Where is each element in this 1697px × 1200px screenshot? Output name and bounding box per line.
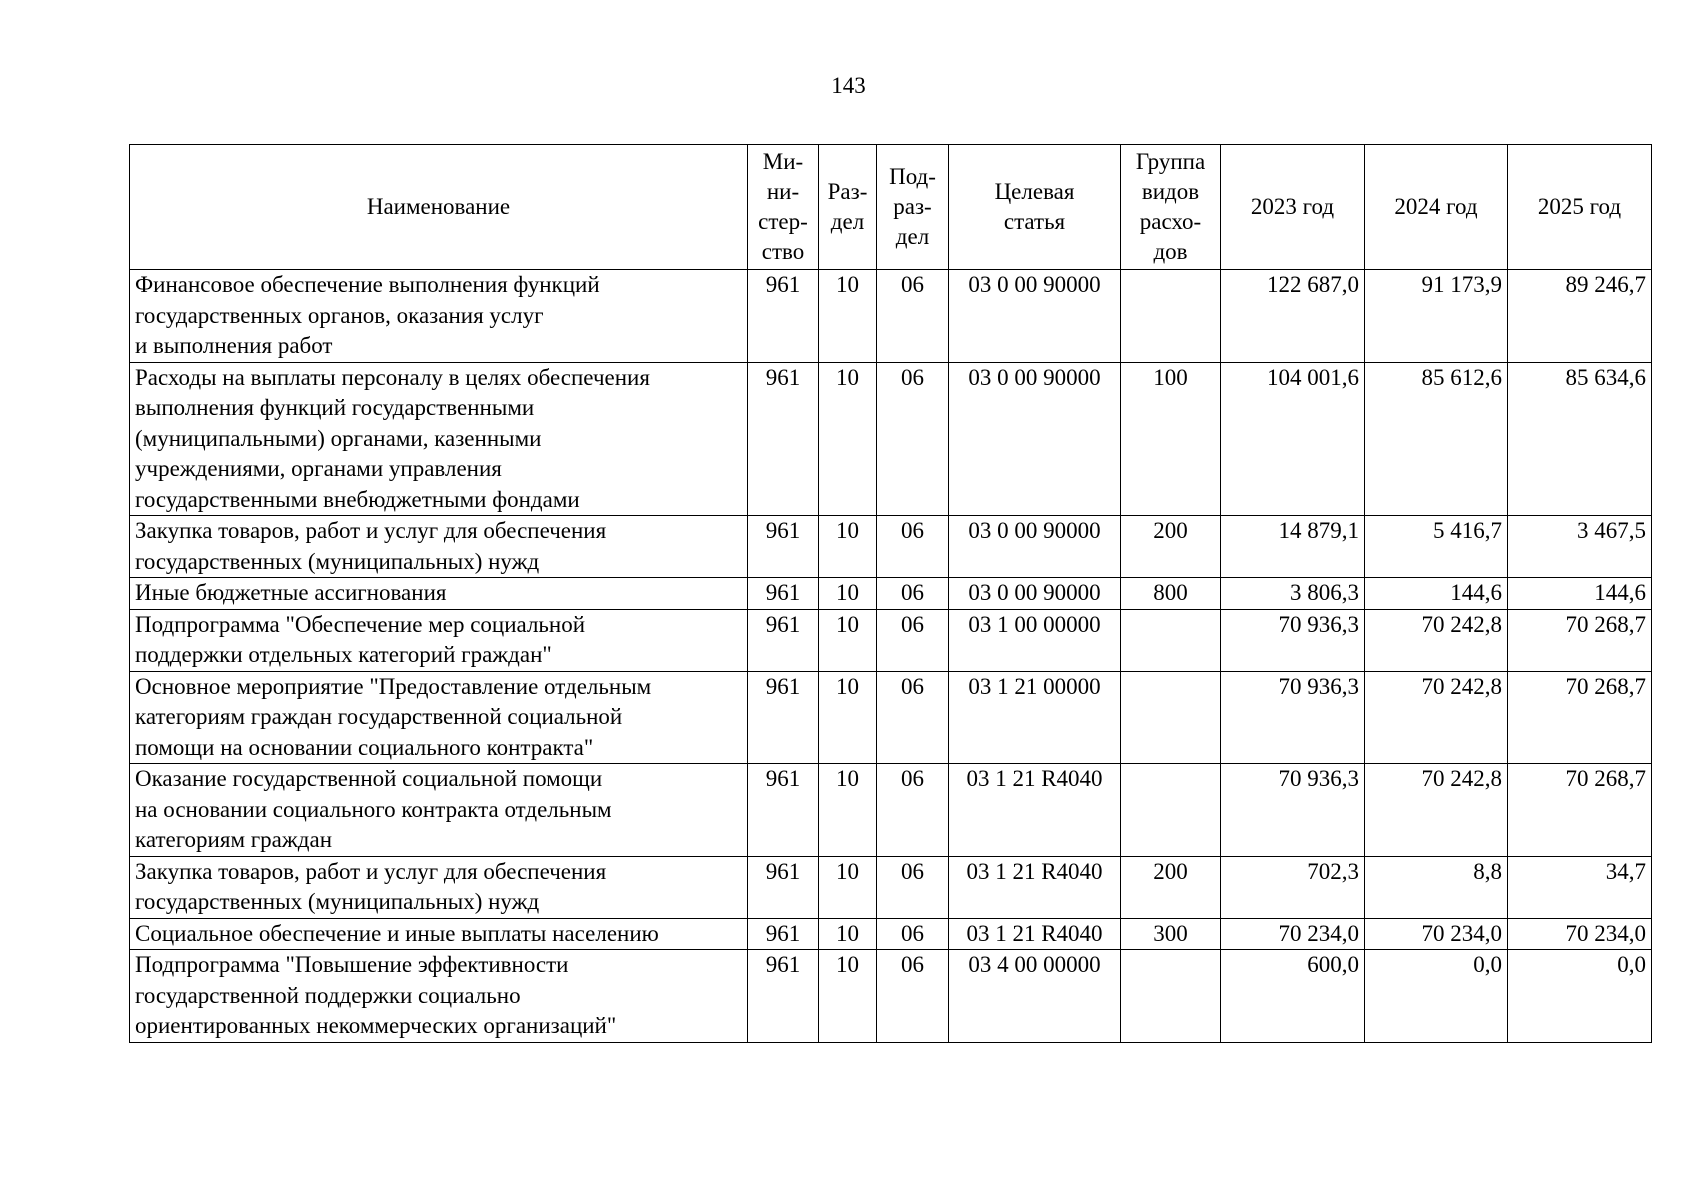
- cell-target-article: 03 0 00 90000: [949, 270, 1121, 363]
- cell-expense-group: 100: [1121, 362, 1221, 516]
- cell-ministry: 961: [748, 516, 819, 578]
- name-line: и выполнения работ: [135, 333, 333, 358]
- cell-subsection: 06: [877, 671, 949, 764]
- name-line: государственными внебюджетными фондами: [135, 486, 580, 512]
- cell-year-2023: 70 936,3: [1221, 609, 1365, 671]
- cell-subsection: 06: [877, 856, 949, 918]
- cell-year-2024: 91 173,9: [1365, 270, 1508, 363]
- cell-year-2025: 34,7: [1508, 856, 1652, 918]
- cell-target-article: 03 0 00 90000: [949, 516, 1121, 578]
- cell-name: [130, 918, 748, 950]
- cell-name: [130, 764, 748, 857]
- cell-year-2024: 70 242,8: [1365, 764, 1508, 857]
- cell-name: [130, 609, 748, 671]
- cell-name: [130, 671, 748, 764]
- cell-year-2025: 144,6: [1508, 578, 1652, 610]
- cell-ministry: 961: [748, 270, 819, 363]
- cell-expense-group: 300: [1121, 918, 1221, 950]
- table-row: [130, 270, 1652, 363]
- cell-target-article: 03 0 00 90000: [949, 578, 1121, 610]
- cell-section: 10: [819, 671, 877, 764]
- name-line: Оказание государственной социальной помощи: [135, 766, 603, 791]
- cell-year-2023: 14 879,1: [1221, 516, 1365, 578]
- cell-year-2025: 0,0: [1508, 950, 1652, 1043]
- cell-target-article: 03 0 00 90000: [949, 362, 1121, 516]
- name-line: Иные бюджетные ассигнования: [135, 580, 447, 605]
- cell-year-2025: 70 268,7: [1508, 609, 1652, 671]
- name-line: помощи на основании социального контракта": [135, 734, 594, 760]
- name-line: категориям граждан: [135, 827, 333, 852]
- cell-year-2025: 70 234,0: [1508, 918, 1652, 950]
- cell-subsection: 06: [877, 950, 949, 1043]
- name-line: (муниципальными) органами, казенными: [135, 425, 542, 451]
- cell-subsection: 06: [877, 362, 949, 516]
- cell-ministry: 961: [748, 609, 819, 671]
- name-line: на основании социального контракта отдельным: [135, 796, 612, 822]
- name-line: Расходы на выплаты персоналу в целях обеспечения: [135, 364, 650, 390]
- budget-table: [129, 144, 1652, 1043]
- cell-section: 10: [819, 609, 877, 671]
- cell-year-2023: 70 936,3: [1221, 671, 1365, 764]
- name-line: государственной поддержки социально: [135, 982, 521, 1008]
- name-line: Закупка товаров, работ и услуг для обеспечения: [135, 518, 607, 543]
- cell-year-2023: 122 687,0: [1221, 270, 1365, 363]
- name-line: поддержки отдельных категорий граждан": [135, 642, 552, 667]
- cell-target-article: 03 4 00 00000: [949, 950, 1121, 1043]
- cell-year-2023: 3 806,3: [1221, 578, 1365, 610]
- cell-section: 10: [819, 270, 877, 363]
- cell-year-2025: 85 634,6: [1508, 362, 1652, 516]
- cell-name: [130, 578, 748, 610]
- cell-name: [130, 516, 748, 578]
- cell-section: 10: [819, 950, 877, 1043]
- cell-year-2024: 70 234,0: [1365, 918, 1508, 950]
- cell-ministry: 961: [748, 764, 819, 857]
- header-year-2025: 2025 год: [1508, 145, 1652, 270]
- cell-year-2023: 70 234,0: [1221, 918, 1365, 950]
- cell-year-2024: 85 612,6: [1365, 362, 1508, 516]
- cell-expense-group: [1121, 950, 1221, 1043]
- page-number: 143: [831, 73, 866, 98]
- cell-expense-group: [1121, 270, 1221, 363]
- header-year-2023: 2023 год: [1221, 145, 1365, 270]
- header-expense-group: Группа видов расхо- дов: [1121, 145, 1221, 270]
- cell-expense-group: [1121, 764, 1221, 857]
- cell-name: [130, 856, 748, 918]
- cell-ministry: 961: [748, 918, 819, 950]
- cell-subsection: 06: [877, 764, 949, 857]
- cell-year-2024: 70 242,8: [1365, 609, 1508, 671]
- cell-target-article: 03 1 00 00000: [949, 609, 1121, 671]
- cell-ministry: 961: [748, 362, 819, 516]
- cell-section: 10: [819, 856, 877, 918]
- name-line: государственных (муниципальных) нужд: [135, 548, 540, 574]
- cell-ministry: 961: [748, 671, 819, 764]
- cell-expense-group: [1121, 671, 1221, 764]
- cell-ministry: 961: [748, 950, 819, 1043]
- table-row: [130, 856, 1652, 918]
- table-row: [130, 516, 1652, 578]
- table-header-row: [130, 145, 1652, 270]
- cell-year-2024: 8,8: [1365, 856, 1508, 918]
- cell-name: [130, 950, 748, 1043]
- cell-year-2024: 5 416,7: [1365, 516, 1508, 578]
- cell-expense-group: 200: [1121, 856, 1221, 918]
- cell-year-2025: 3 467,5: [1508, 516, 1652, 578]
- table-row: [130, 609, 1652, 671]
- name-line: Подпрограмма "Обеспечение мер социальной: [135, 611, 586, 637]
- cell-name: [130, 362, 748, 516]
- cell-year-2025: 70 268,7: [1508, 671, 1652, 764]
- table-row: [130, 671, 1652, 764]
- cell-year-2023: 702,3: [1221, 856, 1365, 918]
- cell-subsection: 06: [877, 918, 949, 950]
- cell-year-2025: 89 246,7: [1508, 270, 1652, 363]
- name-line: категориям граждан государственной социальной: [135, 704, 623, 729]
- name-line: Подпрограмма "Повышение эффективности: [135, 952, 569, 977]
- header-ministry: Ми- ни- стер- ство: [748, 145, 819, 270]
- header-year-2024: 2024 год: [1365, 145, 1508, 270]
- cell-year-2023: 70 936,3: [1221, 764, 1365, 857]
- cell-name: [130, 270, 748, 363]
- cell-target-article: 03 1 21 R4040: [949, 856, 1121, 918]
- cell-expense-group: 200: [1121, 516, 1221, 578]
- table-row: [130, 362, 1652, 516]
- name-line: Основное мероприятие "Предоставление отдельным: [135, 673, 652, 699]
- table-row: [130, 950, 1652, 1043]
- header-target-article: Целевая статья: [949, 145, 1121, 270]
- name-line: государственных (муниципальных) нужд: [135, 889, 540, 914]
- cell-expense-group: 800: [1121, 578, 1221, 610]
- cell-year-2024: 70 242,8: [1365, 671, 1508, 764]
- cell-subsection: 06: [877, 578, 949, 610]
- cell-year-2023: 104 001,6: [1221, 362, 1365, 516]
- name-line: Финансовое обеспечение выполнения функций: [135, 272, 600, 297]
- header-subsection: Под- раз- дел: [877, 145, 949, 270]
- cell-subsection: 06: [877, 516, 949, 578]
- name-line: государственных органов, оказания услуг: [135, 302, 544, 328]
- cell-section: 10: [819, 918, 877, 950]
- name-line: Закупка товаров, работ и услуг для обеспечения: [135, 858, 607, 884]
- table-row: [130, 918, 1652, 950]
- cell-section: 10: [819, 362, 877, 516]
- cell-subsection: 06: [877, 270, 949, 363]
- cell-year-2025: 70 268,7: [1508, 764, 1652, 857]
- cell-year-2024: 0,0: [1365, 950, 1508, 1043]
- cell-ministry: 961: [748, 578, 819, 610]
- name-line: учреждениями, органами управления: [135, 456, 502, 481]
- name-line: ориентированных некоммерческих организаций": [135, 1013, 617, 1038]
- header-name: Наименование: [130, 145, 748, 270]
- cell-section: 10: [819, 764, 877, 857]
- table-body: [130, 270, 1652, 1043]
- cell-section: 10: [819, 516, 877, 578]
- cell-target-article: 03 1 21 00000: [949, 671, 1121, 764]
- cell-section: 10: [819, 578, 877, 610]
- name-line: Социальное обеспечение и иные выплаты населению: [135, 920, 659, 946]
- cell-year-2024: 144,6: [1365, 578, 1508, 610]
- cell-target-article: 03 1 21 R4040: [949, 764, 1121, 857]
- table-row: [130, 764, 1652, 857]
- cell-expense-group: [1121, 609, 1221, 671]
- cell-year-2023: 600,0: [1221, 950, 1365, 1043]
- cell-target-article: 03 1 21 R4040: [949, 918, 1121, 950]
- header-section: Раз- дел: [819, 145, 877, 270]
- name-line: выполнения функций государственными: [135, 395, 535, 420]
- cell-subsection: 06: [877, 609, 949, 671]
- cell-ministry: 961: [748, 856, 819, 918]
- table-row: [130, 578, 1652, 610]
